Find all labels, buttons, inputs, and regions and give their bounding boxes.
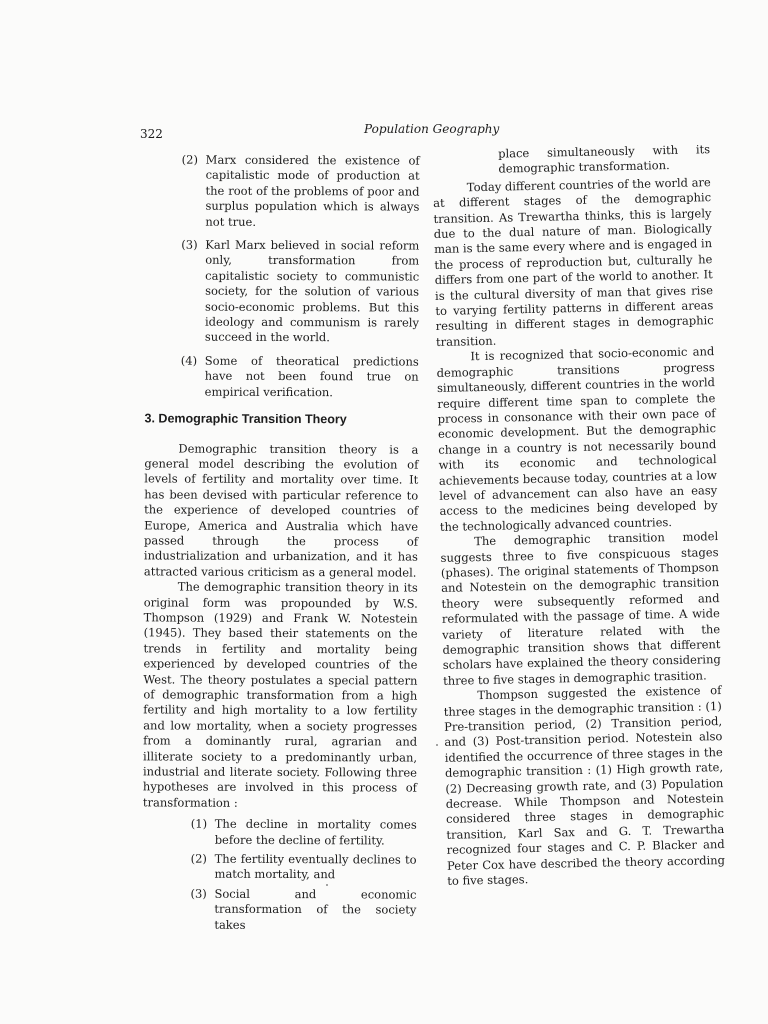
paragraph: Thompson suggested the existence of three stages in the demographic transition : (1) Pre-transition period, (2) Transition period, and (3) Post-transition period. Notestein also identified the occurrence of three stages in the demographic transition : (1) High growth rate, (2) Decreasing growth rate, and (3) Population decrease. While Thompson and Notestein considered three stages in demographic transition, Karl Sax and G. T. Trewartha recognized four stages and C. P. Blacker and Peter Cox have described the theory according to five stages. <box>443 683 726 888</box>
list-number: (4) <box>180 353 198 368</box>
list-number: (2) <box>190 851 207 866</box>
page-number: 322 <box>140 127 163 141</box>
paragraph: The demographic transition theory in its original form was propounded by W.S. Thompson (1929) and Frank W. Notestein (1945). They based their statements on the trends in fertility and mortality being experienced by developed countries of the West. The theory postulates a special pattern of demographic transformation from a high fertility and high mortality to a low fertility and low mortality, when a society progresses from a dominantly rural, agrarian and illiterate society to a predominantly urban, industrial and literate society. Following three hypotheses are involved in this process of transformation : <box>142 579 418 810</box>
list-number: (3) <box>190 886 207 901</box>
list-item <box>181 153 419 231</box>
paragraph: Today different countries of the world are at different stages of the demographic transition. As Trewartha thinks, this is largely due to the dual nature of man. Biologically man is the same every where and is engaged in the process of reproduction but, culturally he differs from one part of the world to another. It is the cultural diversity of man that gives rise to varying fertility patterns in different areas resulting in different stages in demographic transition. <box>433 174 714 349</box>
hypotheses-list <box>142 817 417 934</box>
scan-speck <box>436 744 438 746</box>
left-column <box>142 152 419 937</box>
paragraph: The demographic transition model suggests three to five conspicuous stages (phases). The original statements of Thompson and Notestein on the demographic transition theory were subsequently reformed and reformulated with the passage of time. A wide variety of literature related with the demographic transition shows that different scholars have explained the theory considering three to five stages in demographic trasition. <box>440 529 721 688</box>
list-text: The decline in mortality comes before the decline of fertility. <box>214 816 417 848</box>
scan-speck <box>326 884 328 886</box>
list-item <box>191 852 417 884</box>
continuation-text: place simultaneously with its demographic transformation. <box>497 142 711 177</box>
list-text: The fertility eventually declines to match mortality, and <box>214 851 417 882</box>
criticism-list <box>145 152 420 400</box>
list-text: Social and economic transformation of the society takes <box>214 886 417 932</box>
list-number: (3) <box>181 237 198 252</box>
list-number: (1) <box>190 816 208 831</box>
list-item <box>191 817 417 849</box>
right-column <box>432 142 725 889</box>
list-item <box>181 353 419 400</box>
list-item <box>190 886 416 933</box>
section-heading: 3. Demographic Transition Theory <box>144 411 347 427</box>
paragraph: Demographic transition theory is a general model describing the evolution of levels of fertility and mortality over time. It has been devised with particular reference to the experience of developed countries of Europe, America and Australia which have passed through the process of industrialization and urbanization, and it has attracted various criticism as a general model. <box>143 441 419 580</box>
list-item <box>181 238 419 347</box>
list-text: Karl Marx believed in social reform only, transformation from capitalistic society to communistic society, for the solution of various socio-economic problems. But this ideology and communism is rarely succeed in the world. <box>204 237 420 345</box>
running-title: Population Geography <box>364 122 500 136</box>
list-text: Some of theoratical predictions have not been found true on empirical verification. <box>204 353 419 399</box>
list-text: Marx considered the existence of capitalistic mode of production at the root of the problems of poor and surplus population which is always not true. <box>205 152 420 229</box>
paragraph: It is recognized that socio-economic and demographic transitions progress simultaneously, different countries in the world require different time span to complete the process in consonance with their own pace of economic development. But the demographic change in a country is not necessarily bound with its economic and technological achievements because today, countries at a low level of advancement can also have an easy access to the medicines being developed by the technologically advanced countries. <box>436 344 718 534</box>
list-number: (2) <box>181 152 199 167</box>
